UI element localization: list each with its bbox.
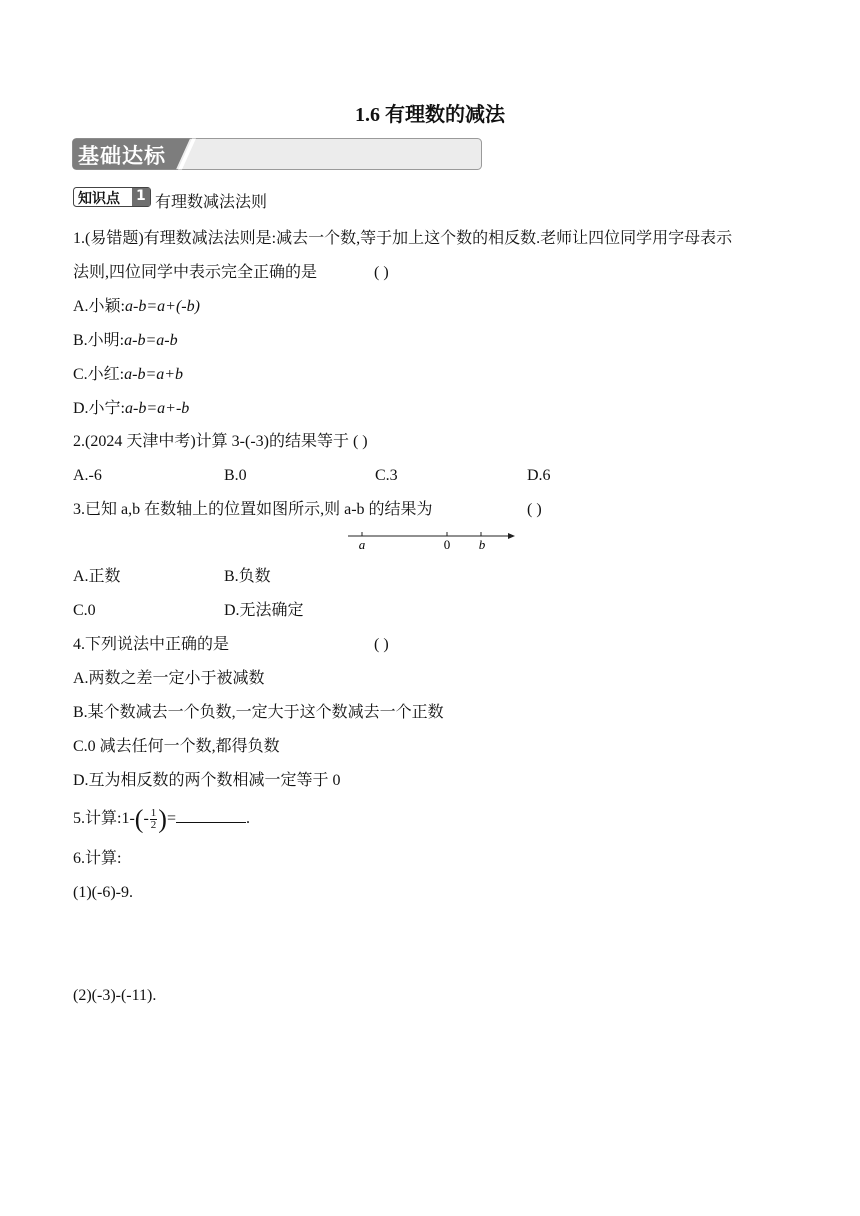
q4-option-a: A.两数之差一定小于被减数 bbox=[73, 670, 265, 687]
knowledge-point-name: 有理数减法法则 bbox=[155, 194, 268, 211]
q6-part-1: (1)(-6)-9. bbox=[73, 884, 133, 901]
label-zero: 0 bbox=[443, 537, 451, 552]
q5-denominator: 2 bbox=[150, 819, 157, 831]
q4-answer-paren: ( ) bbox=[374, 636, 389, 653]
q6-part-2: (2)(-3)-(-11). bbox=[73, 987, 157, 1004]
q5-close-paren: ) bbox=[158, 804, 167, 834]
q2-option-a: A.-6 bbox=[73, 467, 102, 484]
q1-stem-line2: 法则,四位同学中表示完全正确的是 bbox=[73, 264, 318, 281]
q1-option-b bbox=[73, 331, 178, 351]
q1-option-d-prefix: D.小宁: bbox=[73, 400, 126, 417]
number-line-figure bbox=[345, 527, 520, 553]
q1-option-a-prefix: A.小颖: bbox=[73, 298, 126, 315]
q4-option-d: D.互为相反数的两个数相减一定等于 0 bbox=[73, 772, 341, 789]
knowledge-point-number: 1 bbox=[136, 188, 146, 204]
q5-sign: - bbox=[143, 810, 149, 828]
q5-open-paren: ( bbox=[134, 804, 144, 834]
q3-option-d: D.无法确定 bbox=[224, 602, 304, 619]
q5-prefix: 5.计算:1- bbox=[73, 810, 135, 828]
page-title: 1.6 有理数的减法 bbox=[355, 104, 505, 126]
label-a: a bbox=[358, 537, 366, 552]
section-banner bbox=[72, 138, 482, 170]
q5-line bbox=[73, 804, 250, 834]
label-b: b bbox=[478, 537, 486, 552]
q2-stem: 2.(2024 天津中考)计算 3-(-3)的结果等于 ( ) bbox=[73, 433, 368, 450]
q1-option-c bbox=[73, 365, 183, 385]
q3-answer-paren: ( ) bbox=[527, 501, 542, 518]
q5-equals: = bbox=[166, 810, 176, 828]
q1-option-d bbox=[73, 399, 189, 419]
q1-option-c-formula: a-b=a+b bbox=[124, 366, 184, 383]
q5-answer-blank[interactable] bbox=[176, 808, 246, 823]
q2-option-b: B.0 bbox=[224, 467, 247, 484]
q1-option-a-formula: a-b=a+(-b) bbox=[125, 298, 200, 315]
number-line-arrow bbox=[508, 533, 515, 539]
q6-stem: 6.计算: bbox=[73, 850, 122, 867]
q4-option-c: C.0 减去任何一个数,都得负数 bbox=[73, 738, 280, 755]
q5-end: . bbox=[245, 810, 250, 828]
q2-option-c: C.3 bbox=[375, 467, 398, 484]
q1-stem-line1: 1.(易错题)有理数减法法则是:减去一个数,等于加上这个数的相反数.老师让四位同学用字母表示 bbox=[73, 230, 733, 247]
section-label: 基础达标 bbox=[78, 144, 166, 168]
q3-stem: 3.已知 a,b 在数轴上的位置如图所示,则 a-b 的结果为 bbox=[73, 501, 433, 518]
q1-option-b-formula: a-b=a-b bbox=[124, 332, 178, 349]
q3-option-a: A.正数 bbox=[73, 568, 121, 585]
q2-option-d: D.6 bbox=[527, 467, 551, 484]
knowledge-point-tag bbox=[73, 187, 151, 207]
q3-option-b: B.负数 bbox=[224, 568, 271, 585]
q4-option-b: B.某个数减去一个负数,一定大于这个数减去一个正数 bbox=[73, 704, 444, 721]
q1-option-d-formula: a-b=a+-b bbox=[125, 400, 190, 417]
knowledge-point-tag-text: 知识点 bbox=[78, 191, 120, 207]
q1-option-b-prefix: B.小明: bbox=[73, 332, 125, 349]
q1-option-a bbox=[73, 297, 200, 317]
q5-fraction bbox=[150, 808, 158, 831]
q1-answer-paren: ( ) bbox=[374, 264, 389, 281]
q4-stem: 4.下列说法中正确的是 bbox=[73, 636, 230, 653]
q5-numerator: 1 bbox=[150, 807, 157, 819]
q3-option-c: C.0 bbox=[73, 602, 96, 619]
q1-option-c-prefix: C.小红: bbox=[73, 366, 125, 383]
